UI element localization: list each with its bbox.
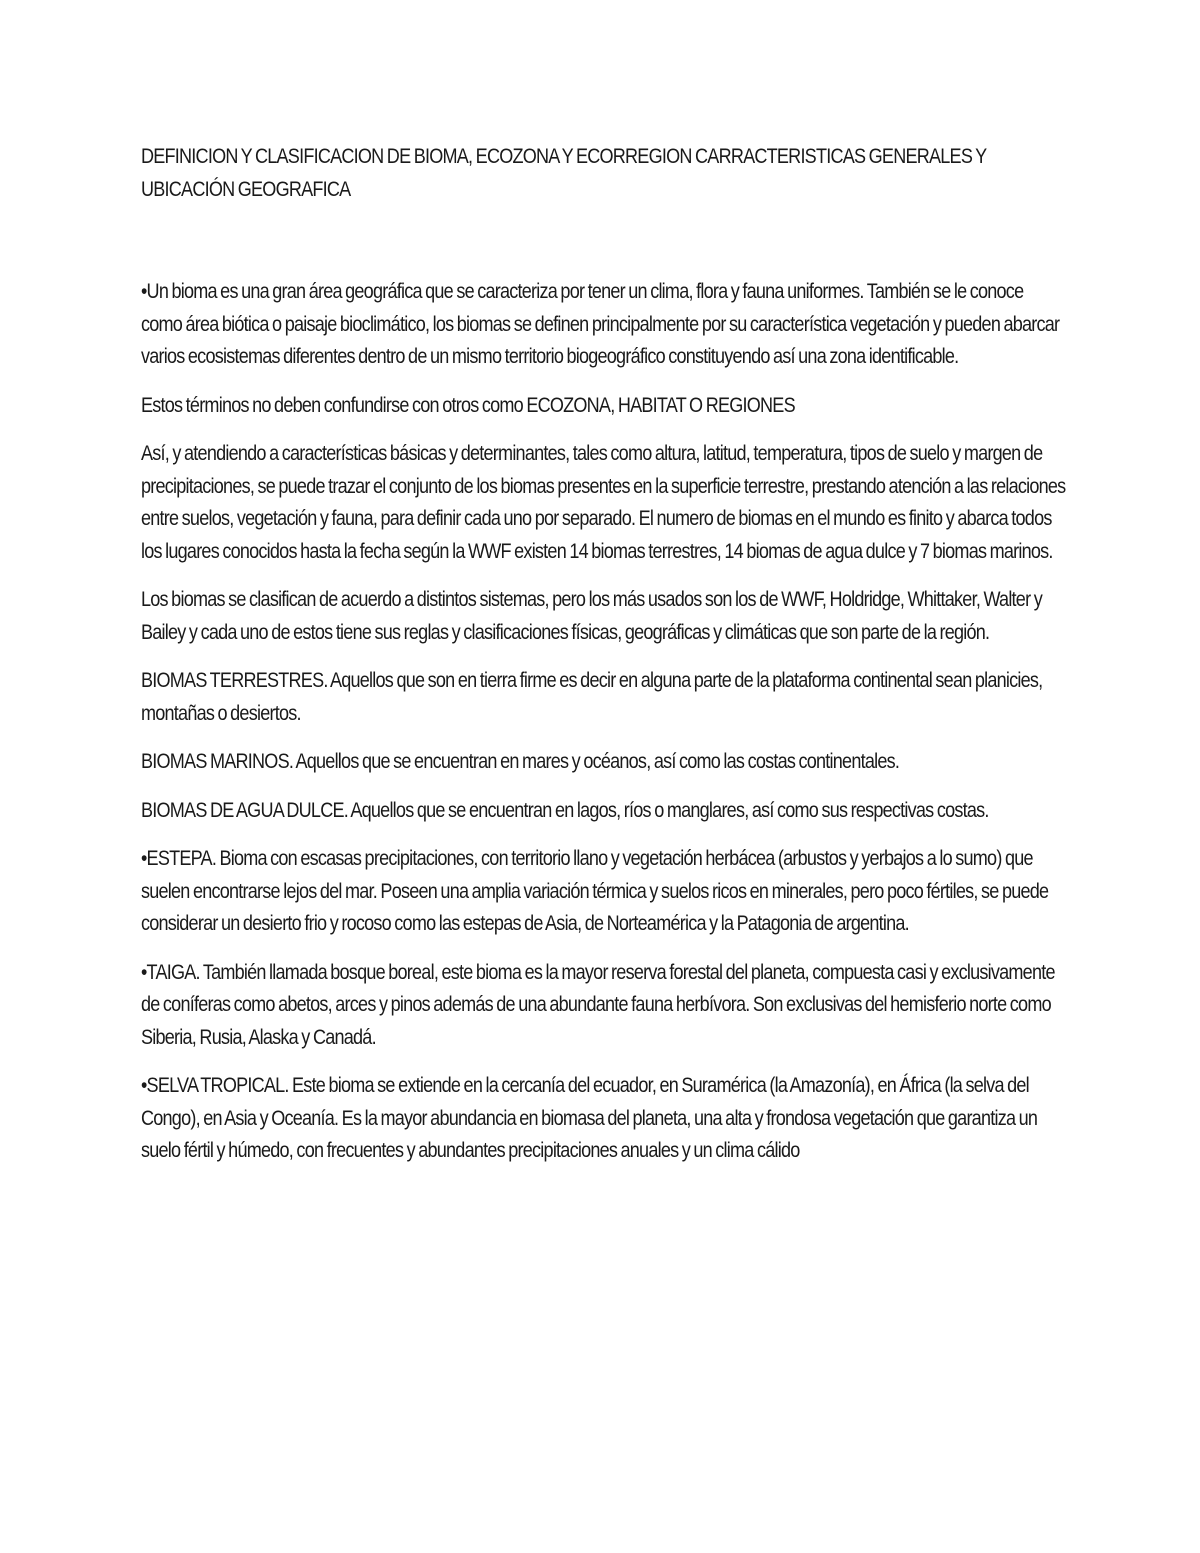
paragraph-terms-note: Estos términos no deben confundirse con otros como ECOZONA, HABITAT O REGIONES [141, 393, 795, 417]
paragraph-estepa: •ESTEPA. Bioma con escasas precipitaciones, con territorio llano y vegetación herbácea (arbustos y yerbajos a lo sumo) que suelen encontrarse lejos del mar. Poseen una amplia variación térmica y suelos ricos en minerales, pero poco fértiles, se puede considerar un desierto frio y rocoso como las estepas de Asia, de Norteamérica y la Patagonia de argentina. [141, 847, 1049, 935]
paragraph-bioma-definition: •Un bioma es una gran área geográfica que se caracteriza por tener un clima, flora y fauna uniformes. También se le conoce como área biótica o paisaje bioclimático, los biomas se definen principalmente por su característica vegetación y pueden abarcar varios ecosistemas diferentes dentro de un mismo territorio biogeográfico constituyendo así una zona identificable. [141, 280, 1060, 368]
document-title: DEFINICION Y CLASIFICACION DE BIOMA, ECOZONA Y ECORREGION CARRACTERISTICAS GENERALES Y UBICACIÓN GEOGRAFICA [141, 145, 987, 201]
document-body [141, 140, 1066, 1184]
paragraph-biomas-agua-dulce: BIOMAS DE AGUA DULCE. Aquellos que se encuentran en lagos, ríos o manglares, así como sus respectivas costas. [141, 798, 989, 822]
paragraph-characteristics: Así, y atendiendo a características básicas y determinantes, tales como altura, latitud, temperatura, tipos de suelo y margen de precipitaciones, se puede trazar el conjunto de los biomas presentes en la superficie terrestre, prestando atención a las relaciones entre suelos, vegetación y fauna, para definir cada uno por separado. El numero de biomas en el mundo es finito y abarca todos los lugares conocidos hasta la fecha según la WWF existen 14 biomas terrestres, 14 biomas de agua dulce y 7 biomas marinos. [141, 442, 1066, 563]
paragraph-selva-tropical: •SELVA TROPICAL. Este bioma se extiende en la cercanía del ecuador, en Suramérica (la Amazonía), en África (la selva del Congo), en Asia y Oceanía. Es la mayor abundancia en biomasa del planeta, una alta y frondosa vegetación que garantiza un suelo fértil y húmedo, con frecuentes y abundantes precipitaciones anuales y un clima cálido [141, 1074, 1038, 1162]
paragraph-classification-systems: Los biomas se clasifican de acuerdo a distintos sistemas, pero los más usados son los de WWF, Holdridge, Whittaker, Walter y Bailey y cada uno de estos tiene sus reglas y clasificaciones físicas, geográficas y climáticas que son parte de la región. [141, 588, 1042, 644]
paragraph-taiga: •TAIGA. También llamada bosque boreal, este bioma es la mayor reserva forestal del planeta, compuesta casi y exclusivamente de coníferas como abetos, arces y pinos además de una abundante fauna herbívora. Son exclusivas del hemisferio norte como Siberia, Rusia, Alaska y Canadá. [141, 960, 1055, 1049]
paragraph-biomas-terrestres: BIOMAS TERRESTRES. Aquellos que son en tierra firme es decir en alguna parte de la plataforma continental sean planicies, montañas o desiertos. [141, 669, 1043, 725]
paragraph-biomas-marinos: BIOMAS MARINOS. Aquellos que se encuentran en mares y océanos, así como las costas continentales. [141, 750, 900, 773]
